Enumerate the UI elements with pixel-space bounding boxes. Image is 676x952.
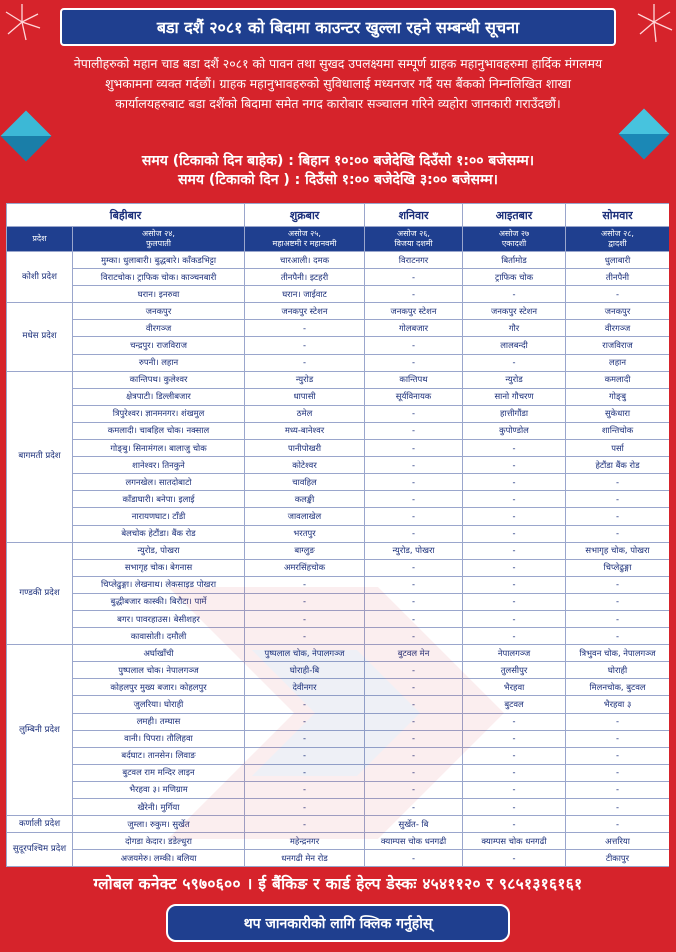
schedule-cell: - xyxy=(463,559,566,576)
table-row xyxy=(7,457,670,474)
schedule-cell: हेटौंडा बैंक रोड xyxy=(566,457,669,474)
schedule-cell: - xyxy=(463,286,566,303)
table-row xyxy=(7,491,670,508)
schedule-cell: - xyxy=(365,747,463,764)
day-header: शनिवार xyxy=(365,204,463,227)
schedule-cell: - xyxy=(566,730,669,747)
branch-cell: चन्द्रपुर। राजविराज xyxy=(73,337,245,354)
schedule-cell: लहान xyxy=(566,354,669,371)
schedule-cell: - xyxy=(463,576,566,593)
schedule-cell: - xyxy=(463,781,566,798)
table-row xyxy=(7,799,670,816)
branch-cell: सभागृह चोक। बेगनास xyxy=(73,559,245,576)
schedule-cell: - xyxy=(245,781,365,798)
schedule-cell: - xyxy=(566,713,669,730)
schedule-cell: - xyxy=(365,696,463,713)
schedule-cell: - xyxy=(566,508,669,525)
schedule-cell: कमलादी xyxy=(566,371,669,388)
table-row xyxy=(7,286,670,303)
table-row xyxy=(7,559,670,576)
timing-line-regular: समय (टिकाको दिन बाहेक) : बिहान १०:०० बजेदेखि दिउँसो १:०० बजेसम्म। xyxy=(141,153,535,169)
schedule-cell: - xyxy=(245,337,365,354)
day-header: शुक्रबार xyxy=(245,204,365,227)
schedule-cell: - xyxy=(365,593,463,610)
schedule-cell: - xyxy=(365,508,463,525)
schedule-cell: - xyxy=(245,320,365,337)
schedule-cell: - xyxy=(463,747,566,764)
table-row xyxy=(7,440,670,457)
schedule-cell: - xyxy=(365,850,463,867)
schedule-cell: - xyxy=(245,576,365,593)
branch-cell: रुपनी। लहान xyxy=(73,354,245,371)
branch-cell: जुलरिया। घोराही xyxy=(73,696,245,713)
schedule-cell: तीनपैनी। इटहरी xyxy=(245,269,365,286)
branch-cell: अर्घाखाँची xyxy=(73,645,245,662)
occasion-line: विजया दशमी xyxy=(394,239,433,248)
branch-cell: गोङ्बु। सिनामंगल। बालाजु चोक xyxy=(73,440,245,457)
schedule-cell: - xyxy=(365,610,463,627)
schedule-cell: - xyxy=(566,610,669,627)
branch-cell: पुष्पलाल चोक। नेपालगञ्ज xyxy=(73,662,245,679)
table-row xyxy=(7,371,670,388)
schedule-body xyxy=(7,252,670,867)
schedule-cell: मिलनचोक, बुटवल xyxy=(566,679,669,696)
table-row xyxy=(7,645,670,662)
schedule-cell: - xyxy=(463,816,566,833)
table-row xyxy=(7,422,670,439)
province-cell: बागमती प्रदेश xyxy=(7,371,73,542)
schedule-cell: घोराही xyxy=(566,662,669,679)
schedule-cell: मध्य-बानेश्वर xyxy=(245,422,365,439)
branch-cell: जनकपुर xyxy=(73,303,245,320)
schedule-cell: - xyxy=(365,781,463,798)
branch-cell: कान्तिपथ। कुलेश्वर xyxy=(73,371,245,388)
schedule-cell: सुकेधारा xyxy=(566,405,669,422)
schedule-cell: - xyxy=(245,354,365,371)
date-line: असोज २५, xyxy=(288,229,321,238)
schedule-cell: हात्तीगौंडा xyxy=(463,405,566,422)
schedule-cell: - xyxy=(463,491,566,508)
schedule-cell: जनकपुर xyxy=(566,303,669,320)
table-row xyxy=(7,781,670,798)
schedule-cell: - xyxy=(365,559,463,576)
schedule-cell: - xyxy=(566,491,669,508)
table-row xyxy=(7,628,670,645)
occasion-line: द्वादशी xyxy=(608,239,627,248)
branch-cell: जुम्ला। रुकुम। सुर्खेत xyxy=(73,816,245,833)
schedule-cell: चारआली। दमक xyxy=(245,252,365,269)
schedule-cell: - xyxy=(463,542,566,559)
schedule-cell: जनकपुर स्टेशन xyxy=(463,303,566,320)
schedule-cell: - xyxy=(463,850,566,867)
branch-cell: दोगडा केदार। डडेल्धुरा xyxy=(73,833,245,850)
schedule-cell: न्युरोड, पोखरा xyxy=(365,542,463,559)
schedule-cell: - xyxy=(365,713,463,730)
branch-cell: भैरहवा ३। मणिग्राम xyxy=(73,781,245,798)
schedule-cell: - xyxy=(365,525,463,542)
schedule-cell: तीनपैनी xyxy=(566,269,669,286)
table-row xyxy=(7,354,670,371)
branch-cell: कोहलपुर मुख्य बजार। कोहलपुर xyxy=(73,679,245,696)
branch-schedule-table xyxy=(6,203,669,867)
branch-cell: बुटवल राम मन्दिर लाइन xyxy=(73,764,245,781)
schedule-cell: शान्तिचोक xyxy=(566,422,669,439)
schedule-cell: गोङ्बु xyxy=(566,388,669,405)
branch-cell: न्युरोड, पोखरा xyxy=(73,542,245,559)
schedule-cell: - xyxy=(245,816,365,833)
timing-line-tika: समय (टिकाको दिन ) : दिउँसो १:०० बजेदेखि ३:०० बजेसम्म। xyxy=(178,172,498,188)
schedule-cell: - xyxy=(566,816,669,833)
schedule-cell: - xyxy=(245,764,365,781)
date-header xyxy=(245,227,365,252)
table-row xyxy=(7,679,670,696)
province-cell: सुदूरपश्चिम प्रदेश xyxy=(7,833,73,867)
schedule-cell: अमरसिंहचोक xyxy=(245,559,365,576)
table-row xyxy=(7,662,670,679)
schedule-cell: पुष्पलाल चोक, नेपालगञ्ज xyxy=(245,645,365,662)
helpline-text: ग्लोबल कनेक्ट ५९७०६०० । ई बैंकिङ र कार्ड हेल्प डेस्कः ४५४११२० र ९८५१३१६१६१ xyxy=(93,875,583,893)
table-row xyxy=(7,850,670,867)
schedule-cell: - xyxy=(463,508,566,525)
schedule-cell: - xyxy=(463,474,566,491)
branch-cell: बुद्धीबजार कास्की। बिरौटा। पार्मे xyxy=(73,593,245,610)
schedule-cell: वीरगञ्ज xyxy=(566,320,669,337)
occasion-line: महाअष्टमी र महानवमी xyxy=(272,239,337,248)
table-row xyxy=(7,508,670,525)
schedule-cell: सानो गौचरण xyxy=(463,388,566,405)
date-header-row xyxy=(7,227,670,252)
schedule-cell: - xyxy=(566,474,669,491)
schedule-cell: बाग्लुङ xyxy=(245,542,365,559)
schedule-cell: - xyxy=(365,337,463,354)
day-header: सोमवार xyxy=(566,204,669,227)
schedule-cell: - xyxy=(463,457,566,474)
schedule-cell: - xyxy=(566,781,669,798)
table-row xyxy=(7,593,670,610)
schedule-cell: - xyxy=(245,610,365,627)
branch-cell: शानेश्वर। तिनकुने xyxy=(73,457,245,474)
province-cell: कोशी प्रदेश xyxy=(7,252,73,303)
schedule-cell: गौर xyxy=(463,320,566,337)
schedule-cell: - xyxy=(365,457,463,474)
schedule-cell: - xyxy=(566,628,669,645)
table-row xyxy=(7,764,670,781)
schedule-cell: - xyxy=(365,405,463,422)
schedule-cell: भैरहवा xyxy=(463,679,566,696)
schedule-cell: जनकपुर स्टेशन xyxy=(365,303,463,320)
schedule-cell: - xyxy=(365,628,463,645)
schedule-cell: - xyxy=(566,593,669,610)
schedule-cell: त्रिभुवन चोक, नेपालगञ्ज xyxy=(566,645,669,662)
schedule-cell: घोराही-बि xyxy=(245,662,365,679)
table-row xyxy=(7,269,670,286)
schedule-cell: धुलाबारी xyxy=(566,252,669,269)
branch-cell: बेलचोक हेटौंडा। बैंक रोड xyxy=(73,525,245,542)
date-line: असोज २७ xyxy=(498,229,530,238)
branch-cell: लमही। तम्घास xyxy=(73,713,245,730)
branch-cell: लगनखेल। सातदोबाटो xyxy=(73,474,245,491)
province-cell: कर्णाली प्रदेश xyxy=(7,816,73,833)
table-row xyxy=(7,542,670,559)
schedule-cell: कलङ्की xyxy=(245,491,365,508)
schedule-cell: - xyxy=(365,799,463,816)
province-cell: मधेस प्रदेश xyxy=(7,303,73,371)
schedule-cell: - xyxy=(365,354,463,371)
branch-cell: त्रिपुरेश्वर। ज्ञानमनगर। शंखमुल xyxy=(73,405,245,422)
table-row xyxy=(7,320,670,337)
schedule-cell: महेन्द्रनगर xyxy=(245,833,365,850)
schedule-cell: - xyxy=(463,525,566,542)
schedule-cell: - xyxy=(365,576,463,593)
table-row xyxy=(7,713,670,730)
schedule-cell: बुटवल मेन xyxy=(365,645,463,662)
schedule-cell: - xyxy=(463,628,566,645)
schedule-cell: धापासी xyxy=(245,388,365,405)
branch-cell: कमलादी। चाबहिल चोक। नक्साल xyxy=(73,422,245,439)
schedule-cell: - xyxy=(365,491,463,508)
province-cell: लुम्बिनी प्रदेश xyxy=(7,645,73,816)
schedule-cell: - xyxy=(245,593,365,610)
schedule-cell: ठमेल xyxy=(245,405,365,422)
schedule-cell: - xyxy=(566,799,669,816)
schedule-cell: - xyxy=(245,799,365,816)
schedule-cell: न्युरोड xyxy=(245,371,365,388)
branch-cell: घरान। इनरुवा xyxy=(73,286,245,303)
schedule-cell: न्युरोड xyxy=(463,371,566,388)
schedule-cell: राजविराज xyxy=(566,337,669,354)
date-line: असोज २६, xyxy=(397,229,430,238)
schedule-cell: - xyxy=(365,440,463,457)
schedule-cell: गोलबजार xyxy=(365,320,463,337)
schedule-cell: - xyxy=(463,730,566,747)
schedule-cell: - xyxy=(463,713,566,730)
schedule-cell: - xyxy=(245,747,365,764)
schedule-cell: - xyxy=(463,593,566,610)
firework-decoration-right xyxy=(616,0,676,60)
day-header-row xyxy=(7,204,670,227)
branch-cell: विराटचोक। ट्राफिक चोक। काञ्चनबारी xyxy=(73,269,245,286)
province-header: प्रदेश xyxy=(7,227,73,252)
schedule-cell: क्याम्पस चोक धनगढी xyxy=(463,833,566,850)
schedule-cell: - xyxy=(245,628,365,645)
table-row xyxy=(7,303,670,320)
schedule-cell: नेपालगञ्ज xyxy=(463,645,566,662)
table-row xyxy=(7,730,670,747)
schedule-cell: - xyxy=(566,747,669,764)
schedule-cell: लालबन्दी xyxy=(463,337,566,354)
table-row xyxy=(7,696,670,713)
date-header xyxy=(463,227,566,252)
schedule-cell: तुलसीपुर xyxy=(463,662,566,679)
schedule-cell: - xyxy=(566,764,669,781)
schedule-cell: बिर्तामोड xyxy=(463,252,566,269)
table-row xyxy=(7,816,670,833)
branch-cell: नारायणघाट। टाँडी xyxy=(73,508,245,525)
schedule-cell: क्याम्पस चोक धनगढी xyxy=(365,833,463,850)
schedule-cell: - xyxy=(365,286,463,303)
table-row xyxy=(7,252,670,269)
schedule-cell: बुटवल xyxy=(463,696,566,713)
schedule-cell: - xyxy=(245,696,365,713)
province-cell: गण्डकी प्रदेश xyxy=(7,542,73,645)
schedule-cell: चिप्लेढुङ्गा xyxy=(566,559,669,576)
schedule-cell: - xyxy=(245,730,365,747)
schedule-cell: कान्तिपथ xyxy=(365,371,463,388)
schedule-cell: जनकपुर स्टेशन xyxy=(245,303,365,320)
schedule-cell: - xyxy=(566,576,669,593)
schedule-cell: - xyxy=(566,286,669,303)
schedule-cell: विराटनगर xyxy=(365,252,463,269)
schedule-cell: भैरहवा ३ xyxy=(566,696,669,713)
schedule-cell: जावलाखेल xyxy=(245,508,365,525)
branch-cell: काँडाघारी। बनेपा। इलाई xyxy=(73,491,245,508)
branch-cell: कावासोती। दमौली xyxy=(73,628,245,645)
table-row xyxy=(7,474,670,491)
branch-cell: क्षेत्रपाटी। डिल्लीबजार xyxy=(73,388,245,405)
date-line: असोज २८, xyxy=(601,229,634,238)
schedule-cell: - xyxy=(463,764,566,781)
branch-cell: बर्दघाट। तानसेन। लिवाङ xyxy=(73,747,245,764)
schedule-cell: भरतपुर xyxy=(245,525,365,542)
table-row xyxy=(7,525,670,542)
date-header xyxy=(365,227,463,252)
schedule-cell: - xyxy=(463,440,566,457)
schedule-cell: - xyxy=(365,474,463,491)
date-line: असोज २४, xyxy=(142,229,175,238)
branch-cell: वीरगञ्ज xyxy=(73,320,245,337)
schedule-cell: - xyxy=(365,422,463,439)
schedule-cell: पानीपोखरी xyxy=(245,440,365,457)
occasion-line: फुलपाती xyxy=(146,239,171,248)
branch-cell: खैरेनी। मुर्गिया xyxy=(73,799,245,816)
schedule-cell: कुपोण्डोल xyxy=(463,422,566,439)
table-row xyxy=(7,833,670,850)
schedule-cell: अत्तरिया xyxy=(566,833,669,850)
date-header xyxy=(566,227,669,252)
occasion-line: एकादशी xyxy=(501,239,527,248)
day-header: आइतबार xyxy=(463,204,566,227)
schedule-cell: सुर्खेत- बि xyxy=(365,816,463,833)
branch-cell: चिप्लेढुङ्गा। लेखनाथ। लेकसाइड पोखरा xyxy=(73,576,245,593)
schedule-cell: - xyxy=(365,764,463,781)
schedule-cell: - xyxy=(245,713,365,730)
schedule-cell: - xyxy=(463,610,566,627)
schedule-cell: चावहिल xyxy=(245,474,365,491)
branch-cell: अजयमेरु। लम्की। बलिया xyxy=(73,850,245,867)
schedule-cell: पर्सा xyxy=(566,440,669,457)
branch-cell: वानी। पिपरा। तौलिहवा xyxy=(73,730,245,747)
more-info-button[interactable]: थप जानकारीको लागि क्लिक गर्नुहोस् xyxy=(166,904,510,942)
intro-paragraph: नेपालीहरुको महान चाड बडा दशैं २०८१ को पावन तथा सुखद उपलक्ष्यमा सम्पूर्ण ग्राहक महानुभावहरुमा हार्दिक मंगलमय शुभकामना व्यक्त गर्दछौं। ग्राहक महानुभावहरुको सुविधालाई मध्यनजर गर्दै यस बैंकको निम्नलिखित शाखा कार्यालयहरुबाट बडा दशैंको बिदामा समेत नगद कारोबार सञ्चालन गरिने व्यहोरा जानकारी गराउँदछौं। xyxy=(73,56,603,111)
schedule-cell: - xyxy=(365,679,463,696)
date-header xyxy=(73,227,245,252)
schedule-cell: - xyxy=(463,799,566,816)
schedule-cell: सभागृह चोक, पोखरा xyxy=(566,542,669,559)
schedule-cell: - xyxy=(365,269,463,286)
table-row xyxy=(7,576,670,593)
schedule-cell: कोटेश्वर xyxy=(245,457,365,474)
firework-decoration-left xyxy=(0,0,60,60)
schedule-cell: टीकापुर xyxy=(566,850,669,867)
schedule-cell: घरान। जाईवाट xyxy=(245,286,365,303)
schedule-cell: - xyxy=(566,525,669,542)
schedule-cell: ट्राफिक चोक xyxy=(463,269,566,286)
notice-title: बडा दशैं २०८१ को बिदामा काउन्टर खुल्ला रहने सम्बन्धी सूचना xyxy=(60,8,616,46)
day-header: बिहीबार xyxy=(7,204,245,227)
schedule-cell: - xyxy=(463,354,566,371)
schedule-cell: - xyxy=(365,662,463,679)
table-row xyxy=(7,405,670,422)
schedule-table xyxy=(6,203,669,867)
table-row xyxy=(7,747,670,764)
table-row xyxy=(7,610,670,627)
schedule-cell: धनगढी मेन रोड xyxy=(245,850,365,867)
branch-cell: बगर। पावरहाउस। बेसीशहर xyxy=(73,610,245,627)
table-row xyxy=(7,388,670,405)
schedule-cell: सूर्यविनायक xyxy=(365,388,463,405)
branch-cell: मुम्का। धुलाबारी। बुद्धबारे। काँकडभिट्टा xyxy=(73,252,245,269)
timing-block xyxy=(40,152,636,190)
schedule-cell: देवीनगर xyxy=(245,679,365,696)
table-row xyxy=(7,337,670,354)
schedule-cell: - xyxy=(365,730,463,747)
